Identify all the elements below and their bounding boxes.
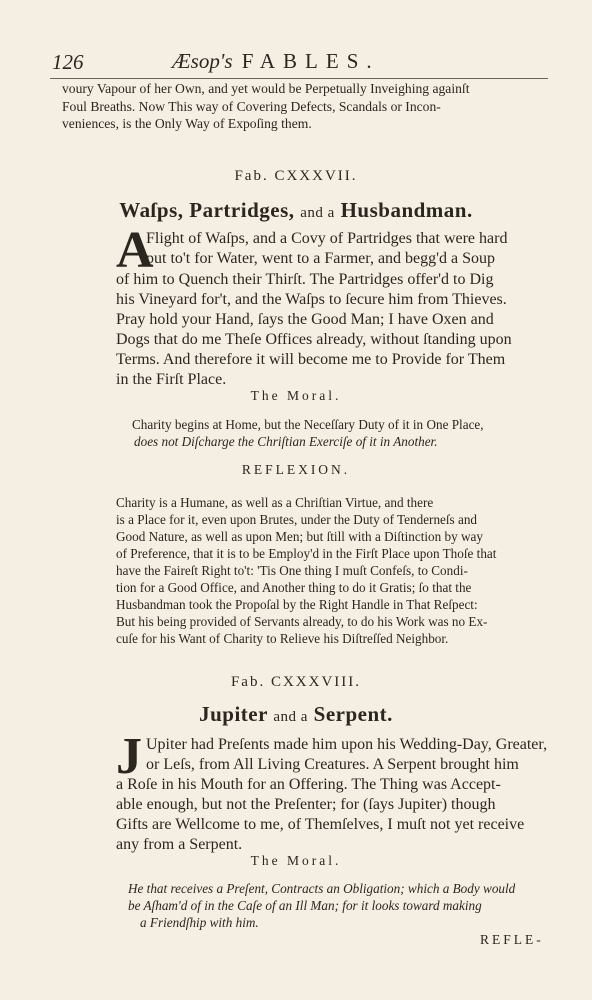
header-rule [50,78,548,79]
fable-138-moral-line: be Aſham'd of in the Caſe of an Ill Man; for it looks toward making [128,898,482,913]
fable-137-line-6: Dogs that do me Theſe Offices already, without ſtanding upon [116,331,512,348]
fable-137-reflexion-heading: REFLEXION. [241,462,351,477]
fable-137-title-end: Husbandman. [340,198,473,222]
fable-137-drop-cap: A [116,222,154,279]
fable-137-title [0,198,592,223]
fable-137-line-5: Pray hold your Hand, ſays the Good Man; I have Oxen and [116,311,494,328]
reflexion-line: of Preference, that it is to be Employ'd in the Firſt Place upon Thoſe that [116,546,497,561]
intro-line: Foul Breaths. Now This way of Covering Defects, Scandals or Incon- [62,98,441,114]
running-head-fables: FABLES. [241,49,380,73]
reflexion-line: But his being provided of Servants already, to do his Work was no Ex- [116,614,488,629]
fable-137-moral-line: does not Diſcharge the Chriſtian Exerciſe of it in Another. [134,434,438,449]
running-head-aesop: Æsop's [172,49,233,73]
fable-138-title-start: Jupiter [199,702,268,726]
fable-137-line-4: his Vineyard for't, and the Waſps to ſecure him from Thieves. [116,291,507,308]
fable-138-moral-heading: The Moral. [250,853,342,868]
reflexion-line: have the Faireſt Right to't: 'Tis One thing I muſt Confeſs, to Condi- [116,563,468,578]
fable-138-moral-line: He that receives a Preſent, Contracts an Obligation; which a Body would [128,881,516,896]
reflexion-line: cuſe for his Want of Charity to Relieve his Diſtreſſed Neighbor. [116,631,449,646]
fable-137-line-8: in the Firſt Place. [116,371,227,388]
reflexion-line: tion for a Good Office, and Another thing to do it Gratis; ſo that the [116,580,472,595]
fable-137-moral [132,416,564,450]
fable-138-line-1: Upiter had Preſents made him upon his Wedding-Day, Greater, [146,736,548,753]
fable-137-line-3: of him to Quench their Thirſt. The Partridges offer'd to Dig [116,271,494,288]
fable-138-moral-line: a Friendſhip with him. [140,915,259,930]
intro-line: veniences, is the Only Way of Expoſing them. [62,116,312,131]
intro-paragraph [62,80,540,133]
page-number: 126 [52,50,84,74]
fable-138-line-3: a Roſe in his Mouth for an Offering. The Thing was Accept- [116,776,501,793]
fable-138-drop-cap: J [116,728,142,785]
fable-137-line-7: Terms. And therefore it will become me to Provide for Them [116,351,506,368]
reflexion-line: Husbandman took the Propoſal by the Right Handle in That Reſpect: [116,597,478,612]
intro-line: voury Vapour of her Own, and yet would be Perpetually Inveighing againſt [62,81,470,96]
fable-138-title [0,702,592,727]
fable-137-moral-line: Charity begins at Home, but the Neceſſary Duty of it in One Place, [132,417,484,432]
fable-137-moral-heading: The Moral. [250,388,342,403]
fable-138-title-end: Serpent. [313,702,393,726]
fable-137-reflexion [116,494,566,647]
fable-137-number: Fab. CXXXVII. [234,168,358,184]
reflexion-line: is a Place for it, even upon Brutes, under the Duty of Tenderneſs and [116,512,478,527]
fable-138-line-4: able enough, but not the Preſenter; for (ſays Jupiter) though [116,796,496,813]
catchword: REFLE- [480,932,544,947]
fable-137-title-start: Waſps, Partridges, [119,198,295,222]
running-head [172,49,380,74]
fable-138-line-2: or Leſs, from All Living Creatures. A Serpent brought him [146,756,519,773]
reflexion-line: Good Nature, as well as upon Men; but ſtill with a Diſtinction by way [116,529,483,544]
fable-137-title-and: and a [300,205,335,221]
fable-137-line-2: put to't for Water, went to a Farmer, and begg'd a Soup [146,250,496,267]
fable-138-moral [128,880,564,931]
fable-137-line-1: Flight of Waſps, and a Covy of Partridges that were hard [146,230,508,247]
reflexion-line: Charity is a Humane, as well as a Chriſtian Virtue, and there [116,495,434,510]
fable-138-line-6: any from a Serpent. [116,836,243,853]
fable-138-line-5: Gifts are Wellcome to me, of Themſelves, I muſt not yet receive [116,816,525,833]
fable-138-title-and: and a [273,709,308,725]
fable-138-number: Fab. CXXXVIII. [230,674,362,690]
